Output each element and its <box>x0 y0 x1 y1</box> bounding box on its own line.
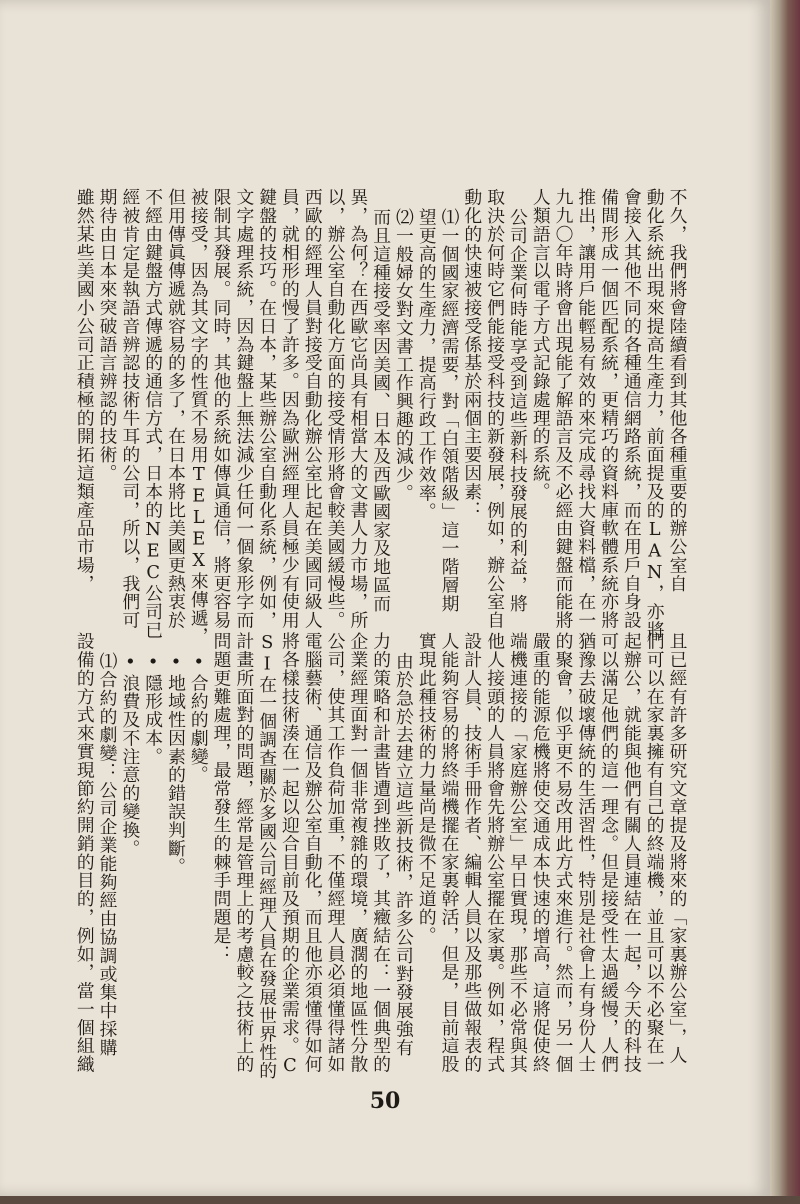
text-column: 以，辦公室自動化方面的接受情形將會較美國緩慢些。 <box>325 188 347 630</box>
text-column: 動化的快速被接受係基於兩個主要因素： <box>461 188 483 520</box>
text-column: •地域性因素的錯誤判斷。 <box>165 652 187 876</box>
text-column: 雖然某些美國小公司正積極的開拓這類產品市場， <box>74 188 96 593</box>
lower-text-block <box>67 632 688 1078</box>
text-column: 而且這種接受率因美國、日本及西歐國家及地區而 <box>370 208 392 613</box>
text-column: 望更高的生產力，提高行政工作效率。 <box>416 208 438 521</box>
text-column: 會接入其他不同的各種通信網路系統，而在用戶自身設 <box>621 188 643 630</box>
text-column: 取決於何時它們能接受科技的新發展，例如，辦公室自 <box>484 188 506 630</box>
text-column: 可以滿足他們的這一理念。但是接受性太過緩慢，人們 <box>598 632 620 1074</box>
text-column: 嚴重的能源危機將使交通成本快速的增高，這將促使終 <box>530 632 552 1074</box>
text-column: 計畫所面對的問題，經常是管理上的考慮較之技術上的 <box>233 632 255 1074</box>
text-column: ⑴一個國家經濟需要，對「白領階級」這一階層期 <box>439 208 461 613</box>
text-column: 起辦公，就能與他們有關人員連結在一起，今天的科技 <box>621 632 643 1074</box>
text-column: 鍵盤的技巧。在日本，某些辦公室自動化系統，例如， <box>256 188 278 630</box>
text-column: ⑵一般婦女對文書工作興趣的減少。 <box>393 208 415 503</box>
text-column: 設備的方式來實現節約開銷的目的，例如，當一個組織 <box>74 632 96 1074</box>
text-column: 電腦藝術、通信及辦公室自動化，而且他亦須懂得如何 <box>302 632 324 1074</box>
text-column: 由於急於去建立這些新技術，許多公司對發展強有 <box>393 652 415 1057</box>
text-column: 異，為何？在西歐它尚具有相當大的文書人力市場，所 <box>347 188 369 630</box>
text-column: 西歐的經理人員對接受自動化辦公室比起在美國同級人 <box>302 188 324 630</box>
text-column: 將各樣技術湊在一起以迎合目前及預期的企業需求。C <box>279 632 301 1077</box>
text-column: ⑴合約的劇變：公司企業能夠經由協調或集中採購 <box>97 652 119 1057</box>
text-column: 端機連接的「家庭辦公室」早日實現，那些不必常與其 <box>507 632 529 1074</box>
text-column: 但用傳眞傳遞就容易的多了，在日本將比美國更熱衷於 <box>165 188 187 630</box>
page-number: 50 <box>369 1088 401 1114</box>
text-column: 設計人員、技術手冊作者、編輯人員以及那些做報表的 <box>461 632 483 1074</box>
book-spine <box>770 0 800 1204</box>
text-column: 文字處理系統，因為鍵盤上無法減少任何一個象形字而 <box>233 188 255 630</box>
text-column: 的聚會，似乎更不易改用此方式來進行。然而，另一個 <box>553 632 575 1074</box>
text-column: 推出，讓用戶能輕易有效的來完成尋找大資料檔，在一 <box>575 188 597 630</box>
text-column: 期待由日本來突破語言辨認的技術。 <box>97 188 119 483</box>
text-column: 動化系統出現來提高生產力，前面提及的LAN，亦將 <box>644 188 666 639</box>
text-column: 限制其發展。同時，其他的系統如傳眞通信，將更容易 <box>211 188 233 630</box>
text-column: 被接受，因為其文字的性質不易用TELEX來傳遞， <box>188 188 210 646</box>
text-column: 問題更難處理，最常發生的棘手問題是： <box>211 632 233 964</box>
text-column: 他人接頭的人員將會先將辦公室擺在家裏。例如，程式 <box>484 632 506 1074</box>
text-column: 且已經有許多研究文章提及將來的「家裏辦公室」，人 <box>667 632 688 1065</box>
text-column: 備間形成一個匹配系統，更精巧的資料庫軟體系統亦將 <box>598 188 620 630</box>
text-column: 力的策略和計畫皆遭到挫敗了，其癥結在：一個典型的 <box>370 632 392 1074</box>
text-column: 不經由鍵盤方式傳遞的通信方式，日本的NEC公司已 <box>142 188 164 639</box>
text-column: SI在一個調查關於多國公司經理人員在發展世界性的 <box>256 632 278 1080</box>
text-column: 實現此種技術的力量尚是微不足道的。 <box>416 632 438 945</box>
text-column: 員，就相形的慢了許多。因為歐洲經理人員極少有使用 <box>279 188 301 630</box>
text-column: 不久，我們將會陸續看到其他各種重要的辦公室自 <box>667 188 688 593</box>
text-column: •隱形成本。 <box>142 652 164 766</box>
text-column: 公司企業何時能享受到這些新科技發展的利益，將 <box>507 208 529 613</box>
upper-text-block <box>67 188 688 646</box>
text-column: 們可以在家裏擁有自己的終端機，並且可以不必聚在一 <box>644 632 666 1074</box>
text-column: 公司，使其工作負荷加重，不僅經理人員必須懂得諸如 <box>325 632 347 1074</box>
text-column: 人類語言以電子方式記錄處理的系統。 <box>530 188 552 501</box>
text-column: 人能夠容易的將終端機擺在家裏幹活，但是，目前這股 <box>439 632 461 1074</box>
text-column: 經被肯定是執語音辨認技術牛耳的公司，所以，我們可 <box>119 188 141 630</box>
text-column: 企業經理面對一個非常複雜的環境，廣濶的地區性分散 <box>347 632 369 1074</box>
text-column: •合約的劇變。 <box>188 652 210 784</box>
text-column: •浪費及不注意的變換。 <box>119 652 141 858</box>
text-column: 猶豫去破壞傳統的生活習性，特別是社會上有身份人士 <box>575 632 597 1074</box>
text-column: 九九〇年時將會出現能了解語言及不必經由鍵盤而能將 <box>553 188 575 630</box>
book-bottom-edge <box>0 1196 800 1204</box>
